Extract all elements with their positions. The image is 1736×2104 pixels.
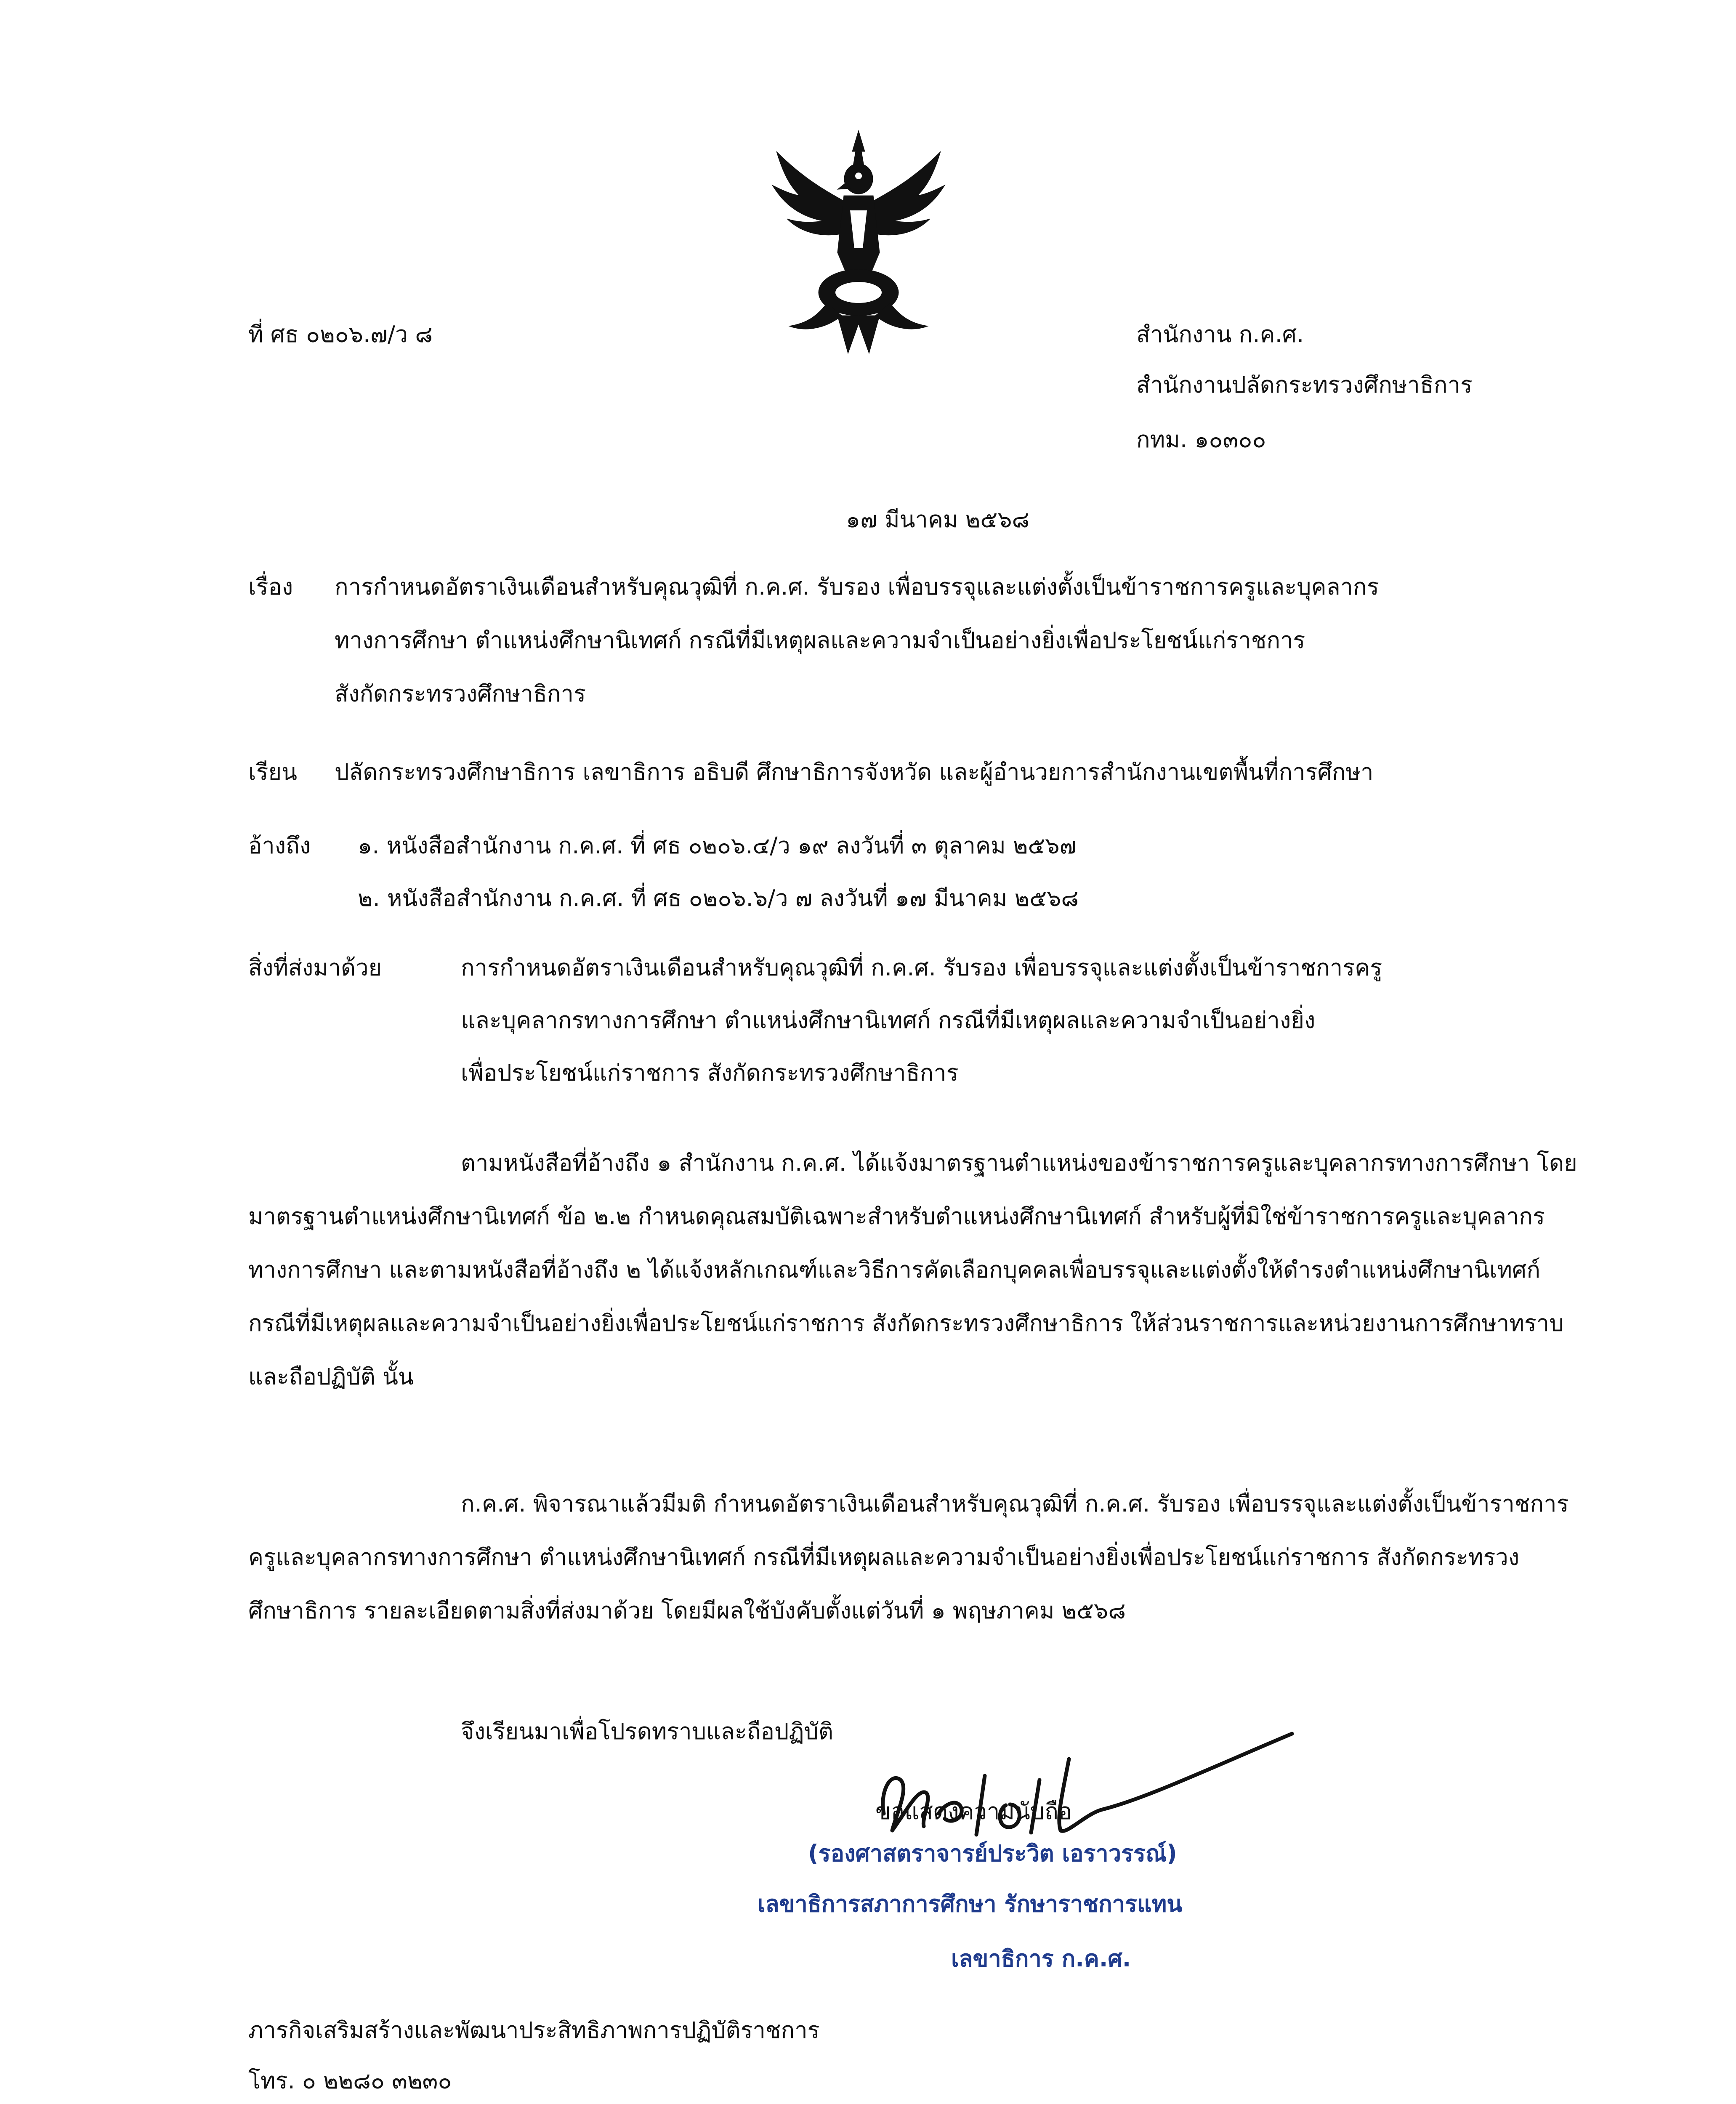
reference-label: อ้างถึง xyxy=(248,832,311,859)
body-paragraph-2: ก.ค.ศ. พิจารณาแล้วมีมติ กำหนดอัตราเงินเดือนสำหรับคุณวุฒิที่ ก.ค.ศ. รับรอง เพื่อบรรจุและแต่งตั้งเป็นข้าราชการครูและบุคลากรทางการศึกษา ตำแหน่งศึกษานิเทศก์ กรณีที่มีเหตุผลและความจำเป็นอย่างยิ่งเพื่อประโยชน์แก่ราชการ สังกัดกระทรวงศึกษาธิการ รายละเอียดตามสิ่งที่ส่งมาด้วย โดยมีผลใช้บังคับตั้งแต่วันที่ ๑ พฤษภาคม ๒๕๖๘ xyxy=(248,1490,1569,1624)
subject-line: การกำหนดอัตราเงินเดือนสำหรับคุณวุฒิที่ ก.ค.ศ. รับรอง เพื่อบรรจุและแต่งตั้งเป็นข้าราชการครูและบุคลากร xyxy=(335,574,1379,600)
handwritten-signature xyxy=(850,1708,1309,1843)
document-number: ที่ ศธ ๐๒๐๖.๗/ว ๘ xyxy=(248,321,433,348)
office-name: สำนักงาน ก.ค.ศ. xyxy=(1136,321,1304,348)
subject-line: ทางการศึกษา ตำแหน่งศึกษานิเทศก์ กรณีที่มีเหตุผลและความจำเป็นอย่างยิ่งเพื่อประโยชน์แก่ราชการ xyxy=(335,627,1305,654)
subject-line: สังกัดกระทรวงศึกษาธิการ xyxy=(335,680,586,707)
office-sub-name: สำนักงานปลัดกระทรวงศึกษาธิการ xyxy=(1136,372,1473,398)
enclosure-line: การกำหนดอัตราเงินเดือนสำหรับคุณวุฒิที่ ก.ค.ศ. รับรอง เพื่อบรรจุและแต่งตั้งเป็นข้าราชการครู xyxy=(461,954,1382,981)
signer-position: เลขาธิการสภาการศึกษา รักษาราชการแทน xyxy=(758,1891,1183,1917)
signer-name: (รองศาสตราจารย์ประวิต เอราวรรณ์) xyxy=(808,1840,1177,1867)
signer-position-2: เลขาธิการ ก.ค.ศ. xyxy=(951,1945,1131,1972)
document-date: ๑๗ มีนาคม ๒๕๖๘ xyxy=(846,506,1030,533)
footer-department: ภารกิจเสริมสร้างและพัฒนาประสิทธิภาพการปฏิบัติราชการ xyxy=(248,2017,820,2043)
recipient-label: เรียน xyxy=(248,759,298,785)
reference-item: ๑. หนังสือสำนักงาน ก.ค.ศ. ที่ ศธ ๐๒๐๖.๔/ว ๑๙ ลงวันที่ ๓ ตุลาคม ๒๕๖๗ xyxy=(358,832,1077,859)
closing-text: จึงเรียนมาเพื่อโปรดทราบและถือปฏิบัติ xyxy=(461,1718,833,1745)
footer-phone: โทร. ๐ ๒๒๘๐ ๓๒๓๐ xyxy=(248,2067,452,2094)
enclosure-line: เพื่อประโยชน์แก่ราชการ สังกัดกระทรวงศึกษาธิการ xyxy=(461,1060,959,1086)
body-paragraph-1: ตามหนังสือที่อ้างถึง ๑ สำนักงาน ก.ค.ศ. ได้แจ้งมาตรฐานตำแหน่งของข้าราชการครูและบุคลากรทางการศึกษา โดยมาตรฐานตำแหน่งศึกษานิเทศก์ ข้อ ๒.๒ กำหนดคุณสมบัติเฉพาะสำหรับตำแหน่งศึกษานิเทศก์ สำหรับผู้ที่มิใช่ข้าราชการครูและบุคลากรทางการศึกษา และตามหนังสือที่อ้างถึง ๒ ได้แจ้งหลักเกณฑ์และวิธีการคัดเลือกบุคคลเพื่อบรรจุและแต่งตั้งให้ดำรงตำแหน่งศึกษานิเทศก์ กรณีที่มีเหตุผลและความจำเป็นอย่างยิ่งเพื่อประโยชน์แก่ราชการ สังกัดกระทรวงศึกษาธิการ ให้ส่วนราชการและหน่วยงานการศึกษาทราบและถือปฏิบัติ นั้น xyxy=(248,1150,1577,1390)
reference-item: ๒. หนังสือสำนักงาน ก.ค.ศ. ที่ ศธ ๐๒๐๖.๖/ว ๗ ลงวันที่ ๑๗ มีนาคม ๒๕๖๘ xyxy=(358,885,1079,911)
garuda-emblem-icon xyxy=(764,126,953,362)
enclosure-label: สิ่งที่ส่งมาด้วย xyxy=(248,954,382,981)
recipient-text: ปลัดกระทรวงศึกษาธิการ เลขาธิการ อธิบดี ศึกษาธิการจังหวัด และผู้อำนวยการสำนักงานเขตพื้นที่การศึกษา xyxy=(335,759,1374,785)
salutation: ขอแสดงความนับถือ xyxy=(875,1798,1072,1825)
office-postal: กทม. ๑๐๓๐๐ xyxy=(1136,426,1266,453)
enclosure-line: และบุคลากรทางการศึกษา ตำแหน่งศึกษานิเทศก์ กรณีที่มีเหตุผลและความจำเป็นอย่างยิ่ง xyxy=(461,1007,1316,1033)
subject-label: เรื่อง xyxy=(248,574,293,600)
